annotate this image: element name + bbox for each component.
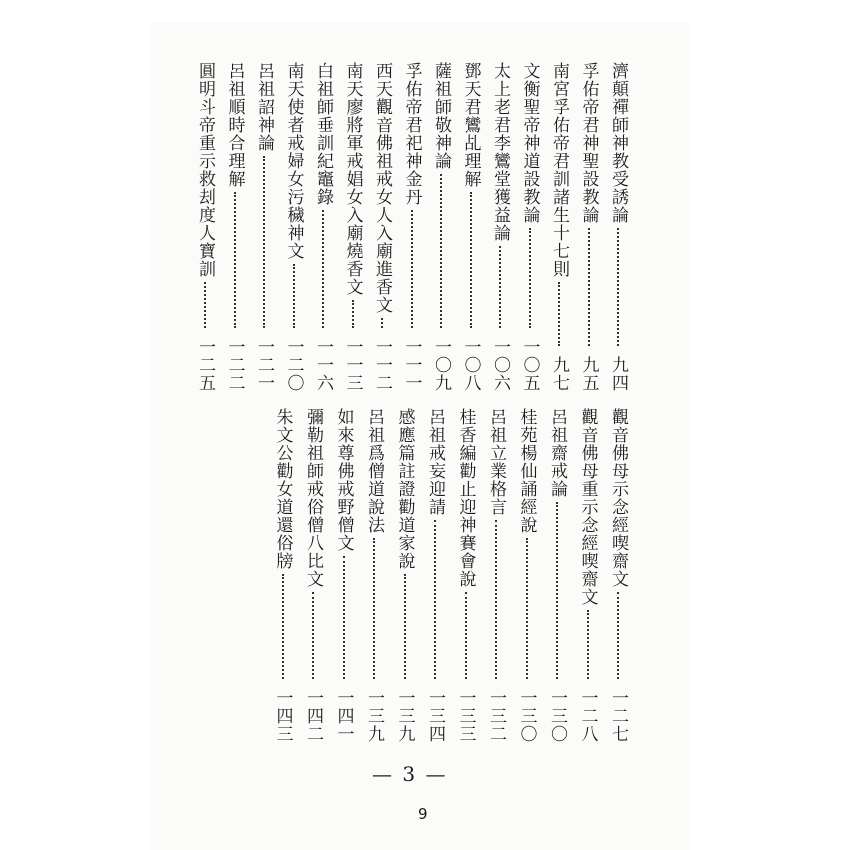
toc-entry-page: 一四一 [333,689,354,743]
toc-entry [451,408,481,743]
toc-entry [573,408,603,743]
toc-entry [279,62,309,392]
toc-entry-page: 九七 [549,356,569,392]
dot-leader [499,246,501,328]
toc-entry [298,408,328,743]
toc-entry [485,62,515,392]
toc-entry-page: 一三〇 [547,689,567,743]
dot-leader [322,210,324,328]
dot-leader [373,538,375,679]
dot-leader [529,228,531,328]
toc-entry [603,408,633,743]
dot-leader [352,300,354,328]
toc-entry [515,62,545,392]
toc-entry [190,62,220,392]
toc-entry-title: 圓明斗帝重示救刦度人寶訓 [195,62,215,278]
toc-entry-page: 一四三 [272,689,293,743]
toc-entry [268,408,298,743]
dot-leader [434,520,436,679]
dot-leader [617,592,619,679]
toc-entry-title: 觀音佛母重示念經喫齋文 [577,408,598,606]
toc-entry-page: 一二二 [224,338,245,392]
toc-entry-title: 南天廖將軍戒娼女入廟燒香文 [342,62,363,296]
dot-leader [556,502,558,679]
toc-entry-title: 太上老君李鸞堂獲益論 [490,62,510,242]
toc-entry-page: 一一二 [372,338,392,392]
toc-entry [420,408,450,743]
toc-entry-title: 呂祖戒妄迎請 [425,408,445,516]
toc-entry-title: 桂苑楊仙誦經說 [516,408,537,534]
folio-number: 9 [418,805,428,823]
toc-entry [249,62,279,392]
toc-entry [481,408,511,743]
toc-entry-title: 濟顛禪師神教受誘論 [608,62,628,224]
toc-entry-page: 一二一 [254,338,274,392]
dot-leader [263,156,265,328]
toc-entry-title: 薩祖師敬神論 [431,62,451,170]
toc-entry-page: 一〇五 [519,338,540,392]
toc-entry-title: 呂祖順時合理解 [224,62,245,188]
dot-leader [293,264,295,328]
toc-entry [329,408,359,743]
toc-entry-page: 一一一 [401,338,422,392]
toc-entry [574,62,604,392]
toc-entry-title: 呂祖詔神論 [254,62,274,152]
dot-leader [404,574,406,679]
toc-entry [390,408,420,743]
dot-leader [234,192,236,328]
toc-entry-title: 孚佑帝君祀神金丹 [401,62,422,206]
toc-entry-title: 文衡聖帝神道設教論 [519,62,540,224]
dot-leader [526,538,528,679]
toc-entry [308,62,338,392]
dot-leader [470,192,472,328]
toc-entry [456,62,486,392]
toc-entry-title: 南天使者戒婦女污穢神文 [283,62,304,260]
dot-leader [343,556,345,679]
toc-entry-page: 一三〇 [516,689,537,743]
toc-entry [542,408,572,743]
toc-entry [512,408,542,743]
toc-entry-title: 鄧天君鸞乩理解 [460,62,481,188]
toc-entry-title: 桂香編勸止迎神賽會說 [455,408,476,588]
toc-entry-title: 呂祖爲僧道說法 [364,408,384,534]
toc-entry [359,408,389,743]
toc-entry-page: 一三四 [425,689,445,743]
toc-entry-page: 一三三 [455,689,476,743]
toc-entry-page: 一三九 [364,689,384,743]
toc-entry-page: 一一三 [342,338,363,392]
dot-leader [440,174,442,328]
toc-entry-title: 西天觀音佛祖戒女人入廟進香文 [372,62,392,314]
toc-entry-title: 如來尊佛戒野僧文 [333,408,354,552]
toc-entry-page: 一〇八 [460,338,481,392]
toc-entry [397,62,427,392]
toc-entry-title: 朱文公勸女道還俗牓 [272,408,293,570]
dot-leader [558,282,560,346]
toc-entry [367,62,397,392]
dot-leader [617,228,619,346]
toc-entry-title: 觀音佛母示念經喫齋文 [608,408,628,588]
toc-entry [544,62,574,392]
toc-entry-page: 一〇六 [490,338,510,392]
toc-entry [426,62,456,392]
toc-entry [338,62,368,392]
toc-entry-page: 九五 [578,356,599,392]
dot-leader [411,210,413,328]
toc-entry-page: 一三二 [486,689,506,743]
dot-leader [312,592,314,679]
dot-leader [282,574,284,679]
toc-entry-page: 一二八 [577,689,598,743]
toc-entry-page: 九四 [608,356,628,392]
toc-entry-title: 彌勒祖師戒俗僧八比文 [303,408,323,588]
toc-entry-page: 一四二 [303,689,323,743]
toc-entry [220,62,250,392]
toc-entry-title: 感應篇註證勸道家說 [394,408,415,570]
toc-entry-title: 白祖師垂訓紀竈錄 [313,62,333,206]
dot-leader [204,282,206,328]
toc-entry-page: 一一六 [313,338,333,392]
toc-entry-title: 孚佑帝君神聖設教論 [578,62,599,224]
toc-entry-page: 一二五 [195,338,215,392]
toc-entry-page: 一二七 [608,689,628,743]
dot-leader [495,520,497,679]
dot-leader [381,318,383,328]
dot-leader [465,592,467,679]
toc-entry-page: 一三九 [394,689,415,743]
toc-entry-page: 一二〇 [283,338,304,392]
toc-entry-page: 一〇九 [431,338,451,392]
toc-entry [603,62,633,392]
dot-leader [588,228,590,346]
toc-entry-title: 南宮孚佑帝君訓諸生十七則 [549,62,569,278]
toc-entry-title: 呂祖立業格言 [486,408,506,516]
page-marker: — 3 — [372,762,448,786]
toc-entry-title: 呂祖齋戒論 [547,408,567,498]
dot-leader [587,610,589,679]
